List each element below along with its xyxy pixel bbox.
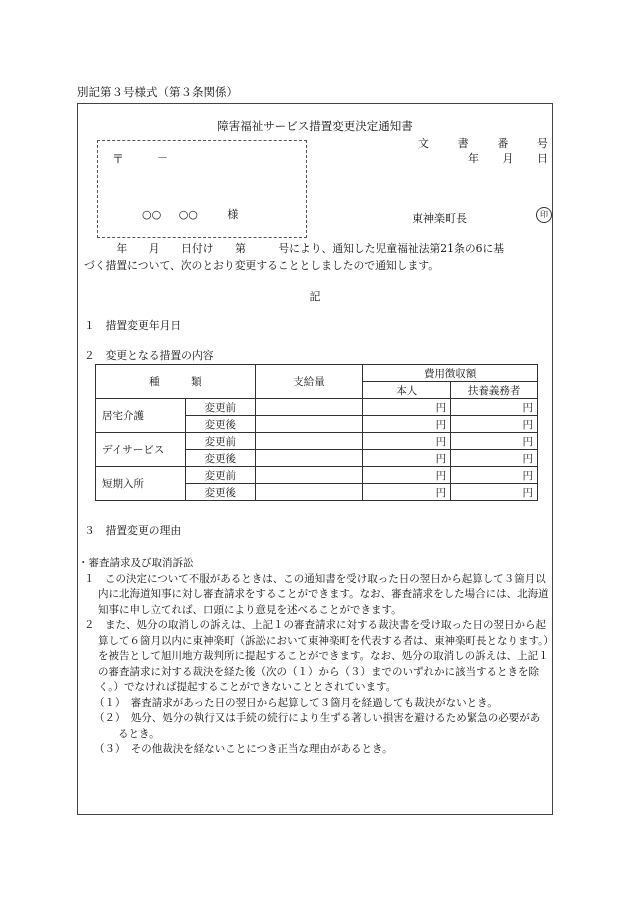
notes-heading: ・審査請求及び取消訴訟 — [78, 557, 194, 569]
service-type: 居宅介護 — [96, 399, 186, 433]
table-row: 変更後 円 円 — [96, 416, 538, 433]
service-type: 短期入所 — [96, 467, 186, 501]
seal-mark: 印 — [536, 207, 552, 223]
amount-cell — [255, 416, 363, 433]
header-guardian: 扶養義務者 — [451, 382, 538, 399]
table-row: 短期入所 変更前 円 円 — [96, 467, 538, 484]
table-row: 変更後 円 円 — [96, 450, 538, 467]
amount-cell — [255, 484, 363, 501]
amount-cell — [255, 399, 363, 416]
fee-table — [95, 364, 538, 501]
address-box — [97, 140, 307, 238]
service-type: デイサービス — [96, 433, 186, 467]
addressee-name: ○○ ○○ 様 — [142, 208, 239, 221]
form-caption: 別記第３号様式（第３条関係） — [77, 85, 238, 99]
intro-line-2: づく措置について、次のとおり変更することとしましたので通知します。 — [84, 259, 439, 272]
intro-text — [84, 240, 550, 274]
document-date-label: 年 月 日 — [468, 152, 548, 165]
note-1: １ この決定について不服があるときは、この通知書を受け取った日の翌日から起算して３箇月以内に北海道知事に対し審査請求をすることができます。なお、審査請求をした場合には、北海道知事に申し立てれば、口頭により意見を述べることができます。 — [84, 572, 549, 616]
table-row: デイサービス 変更前 円 円 — [96, 433, 538, 450]
postal-mark: 〒 — [112, 152, 125, 166]
postal-dash: － — [157, 151, 168, 164]
section-1-heading: １ 措置変更年月日 — [84, 319, 182, 332]
header-amount: 支給量 — [255, 365, 363, 399]
amount-cell — [255, 433, 363, 450]
section-3-heading: ３ 措置変更の理由 — [84, 524, 182, 537]
amount-cell — [255, 467, 363, 484]
ki-heading: 記 — [309, 290, 321, 303]
table-row: 居宅介護 変更前 円 円 — [96, 399, 538, 416]
issuer-name: 東神楽町長 — [412, 212, 467, 225]
note-2: ２ また、処分の取消しの訴えは、上記１の審査請求に対する裁決書を受け取った日の翌日から起算して６箇月以内に東神楽町（訴訟において東神楽町を代表する者は、東神楽町長となります。）を被告として旭川地方裁判所に提起することができます。なお、処分の取消しの訴えは、上記１の審査請求に対する裁決を経た後（次の（１）から（３）までのいずれかに該当するときを除く。）でなければ提起することができないこととされています。 — [84, 619, 549, 693]
document-number-label: 文 書 番 号 — [418, 137, 548, 150]
appeal-notes — [78, 556, 550, 758]
header-fee: 費用徴収額 — [363, 365, 538, 382]
table-row: 変更後 円 円 — [96, 484, 538, 501]
intro-line-1: 年 月 日付け 第 号により、通知した児童福祉法第21条の6に基 — [84, 242, 505, 255]
document-title: 障害福祉サービス措置変更決定通知書 — [217, 119, 413, 133]
header-type: 種 類 — [96, 365, 256, 399]
note-2-sub-2: （２） 処分、処分の執行又は手続の続行により生ずる著しい損害を避けるため緊急の必要があるとき。 — [94, 712, 541, 740]
amount-cell — [255, 450, 363, 467]
note-2-sub-1: （１） 審査請求があった日の翌日から起算して３箇月を経過しても裁決がないとき。 — [94, 696, 498, 709]
header-self: 本人 — [363, 382, 451, 399]
note-2-sub-3: （３） その他裁決を経ないことにつき正当な理由があるとき。 — [94, 743, 393, 755]
section-2-heading: ２ 変更となる措置の内容 — [84, 349, 214, 362]
